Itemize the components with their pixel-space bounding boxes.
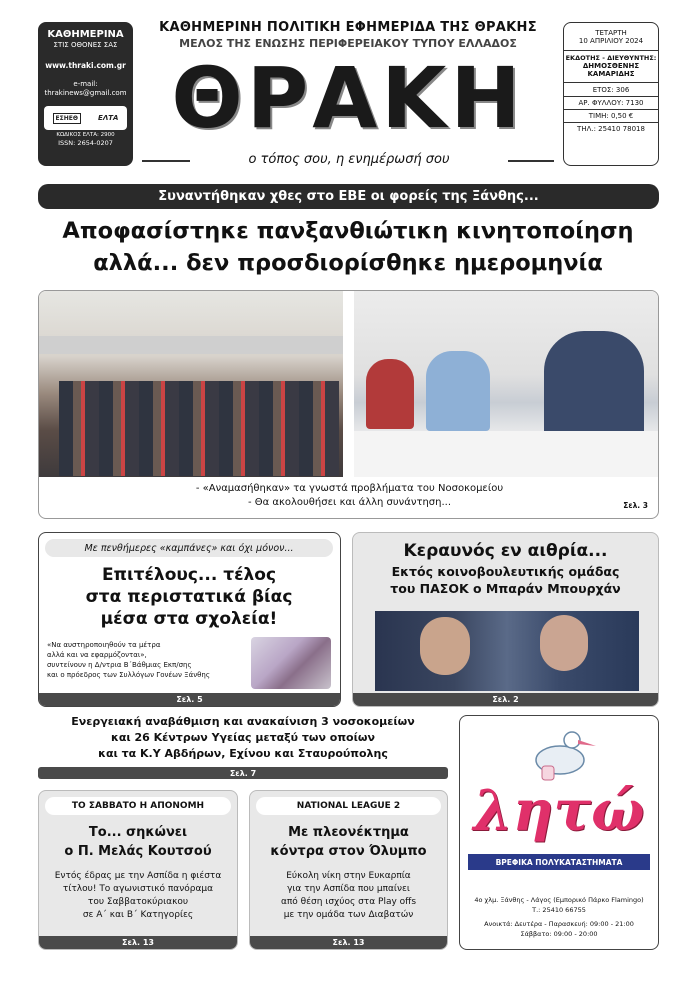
pasok-page-ref-text: Σελ. 2: [492, 695, 519, 704]
ad-phone: Τ.: 25410 66755: [532, 906, 586, 914]
ad-subtitle: [468, 854, 650, 870]
issn: ISSN: 2654-0207: [58, 139, 113, 147]
main-caption-line2: - Θα ακολουθήσει και άλλη συνάντηση...: [247, 497, 452, 508]
main-headline-line2: αλλά... δεν προσδιορίσθηκε ημερομηνία: [93, 250, 603, 276]
energy-page-ref-text: Σελ. 7: [229, 768, 257, 778]
saturday-title2: ο Π. Μελάς Κουτσού: [64, 844, 212, 859]
saturday-kicker-text: ΤΟ ΣΑΒΒΑΤΟ Η ΑΠΟΝΟΜΗ: [71, 801, 205, 811]
saturday-page-ref[interactable]: [39, 936, 237, 949]
header-tagline1: ΚΑΘΗΜΕΡΙΝΗ ΠΟΛΙΤΙΚΗ ΕΦΗΜΕΡΙΔΑ ΤΗΣ ΘΡΑΚΗΣ: [159, 20, 537, 35]
issue-price: ΤΙΜΗ: 0,50 €: [588, 112, 634, 120]
issue-date: 10 ΑΠΡΙΛΙΟΥ 2024: [578, 37, 644, 45]
violence-page-ref[interactable]: [39, 693, 340, 706]
issue-phone: ΤΗΛ.: 25410 78018: [577, 125, 645, 133]
issue-year: ΕΤΟΣ: 306: [592, 86, 630, 94]
email-label: e-mail:: [73, 80, 98, 88]
header-tagline2: ΜΕΛΟΣ ΤΗΣ ΕΝΩΣΗΣ ΠΕΡΙΦΕΡΕΙΑΚΟΥ ΤΥΠΟΥ ΕΛΛΑΔΟΣ: [179, 37, 517, 50]
elta-logo-icon: ΕΛΤΑ: [98, 114, 119, 122]
panel-speakers-photo: [354, 291, 659, 477]
masthead: ΘΡΑΚΗ: [171, 49, 525, 147]
email-link[interactable]: thrakinews@gmail.com: [44, 89, 127, 97]
esieth-logo-icon: ΕΣΗΕΘ: [53, 113, 81, 124]
main-kicker-text: Συναντήθηκαν χθες στο ΕΒΕ οι φορείς της Ξάνθης...: [158, 189, 539, 204]
story-violence: [38, 532, 341, 707]
league-body1: Εύκολη νίκη στην Ευκαρπία: [286, 871, 411, 881]
violence-title1: Επιτέλους... τέλος: [101, 565, 277, 585]
saturday-page-ref-text: Σελ. 13: [122, 938, 154, 947]
main-caption-line1: - «Αναμασήθηκαν» τα γνωστά προβλήματα του Νοσοκομείου: [195, 483, 504, 494]
publisher-name1: ΔΗΜΟΣΘΕΝΗΣ: [582, 62, 640, 70]
header-left-box: [38, 22, 133, 166]
violence-body4: και ο πρόεδρος των Συλλόγων Γονέων Ξάνθης: [47, 671, 210, 679]
league-body3: από θέση ισχύος στα Play offs: [280, 897, 417, 907]
league-kicker-text: NATIONAL LEAGUE 2: [296, 801, 401, 811]
saturday-body1: Εντός έδρας με την Ασπίδα η φιέστα: [54, 871, 222, 881]
league-page-ref-text: Σελ. 13: [332, 938, 365, 947]
main-kicker: [38, 184, 659, 209]
main-page-ref[interactable]: Σελ. 3: [623, 501, 648, 510]
publisher-label: ΕΚΔΟΤΗΣ - ΔΙΕΥΘΥΝΤΗΣ:: [565, 54, 657, 62]
saturday-body4: σε Α΄ και Β΄ Κατηγορίες: [82, 910, 194, 920]
website-link[interactable]: www.thraki.com.gr: [45, 61, 126, 70]
pasok-title2: Εκτός κοινοβουλευτικής ομάδας: [391, 564, 620, 579]
energy-page-ref[interactable]: [38, 767, 448, 779]
pasok-title1: Κεραυνός εν αιθρία...: [403, 541, 608, 561]
issue-number: ΑΡ. ΦΥΛΛΟΥ: 7130: [578, 99, 644, 107]
slogan-rule-left: [142, 160, 190, 162]
league-title1: Με πλεονέκτημα: [288, 825, 409, 840]
saturday-kicker: [45, 797, 231, 815]
ad-hours2: Σάββατο: 09:00 - 20:00: [520, 930, 598, 938]
energy-line1: Ενεργειακή αναβάθμιση και ανακαίνιση 3 νοσοκομείων: [71, 715, 415, 728]
publisher-name2: ΚΑΜΑΡΙΔΗΣ: [587, 70, 635, 78]
league-body2: για την Ασπίδα που μπαίνει: [287, 884, 410, 894]
politicians-photo: [375, 611, 639, 691]
ad-address: 4ο χλμ. Ξάνθης - Λάγος (Εμπορικό Πάρκο Flamingo): [474, 896, 644, 904]
league-kicker: [256, 797, 441, 815]
energy-line3: και τα Κ.Υ Αβδήρων, Εχίνου και Σταυρούπολης: [98, 747, 388, 760]
school-photo: [251, 637, 331, 689]
header-right-box: [563, 22, 659, 166]
saturday-body2: τίτλου! Το αγωνιστικό πανόραμα: [62, 884, 214, 894]
main-photo-box: [38, 290, 659, 519]
ad-hours1: Ανοικτά: Δευτέρα - Παρασκευή: 09:00 - 21:00: [484, 920, 634, 928]
violence-kicker: [45, 539, 333, 557]
story-league: [249, 790, 448, 950]
violence-body2: αλλά και να εφαρμόζονται»,: [47, 651, 147, 659]
header-left-line1: ΚΑΘΗΜΕΡΙΝΑ: [47, 29, 124, 40]
saturday-body3: του Σαββατοκύριακου: [87, 897, 189, 907]
league-title2: κόντρα στον Όλυμπο: [270, 844, 427, 859]
pasok-title3: του ΠΑΣΟΚ ο Μπαράν Μπουρχάν: [390, 581, 621, 596]
league-page-ref[interactable]: [250, 936, 447, 949]
violence-body3: συντείνουν η Δ/ντρια Β΄Βάθμιας Εκπ/σης: [47, 661, 192, 669]
slogan: ο τόπος σου, η ενημέρωσή σου: [248, 152, 450, 167]
violence-title3: μέσα στα σχολεία!: [100, 609, 278, 629]
meeting-hall-photo: [39, 291, 343, 477]
ad-subtitle-text: ΒΡΕΦΙΚΑ ΠΟΛΥΚΑΤΑΣΤΗΜΑΤΑ: [495, 857, 623, 867]
pasok-page-ref[interactable]: [353, 693, 658, 706]
violence-kicker-text: Με πενθήμερες «καμπάνες» και όχι μόνον...: [84, 542, 294, 554]
violence-title2: στα περιστατικά βίας: [85, 587, 293, 607]
violence-body1: «Να αυστηροποιηθούν τα μέτρα: [47, 641, 161, 649]
issue-day: ΤΕΤΑΡΤΗ: [595, 29, 627, 37]
header-left-line2: ΣΤΙΣ ΟΘΟΝΕΣ ΣΑΣ: [53, 41, 118, 49]
slogan-rule-right: [508, 160, 554, 162]
elta-code: ΚΩΔΙΚΟΣ ΕΛΤΑ: 2900: [56, 132, 115, 138]
ad-brand: λητώ: [473, 778, 645, 844]
energy-line2: και 26 Κέντρων Υγείας μεταξύ των οποίων: [111, 731, 375, 744]
violence-page-ref-text: Σελ. 5: [176, 695, 203, 704]
story-saturday: [38, 790, 238, 950]
leto-ad[interactable]: [459, 715, 659, 950]
badges-row: [44, 106, 127, 130]
main-headline-line1: Αποφασίστηκε πανξανθιώτικη κινητοποίηση: [62, 218, 634, 244]
saturday-title1: Το... σηκώνει: [88, 825, 188, 840]
story-pasok: [352, 532, 659, 707]
league-body4: με την ομάδα των Διαβατών: [283, 910, 414, 920]
